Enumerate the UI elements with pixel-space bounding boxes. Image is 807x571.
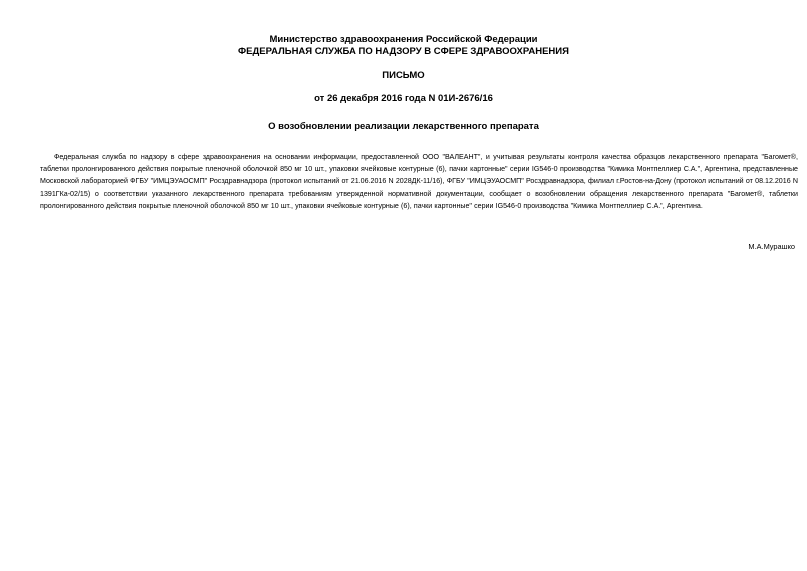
subject-heading: О возобновлении реализации лекарственного препарата xyxy=(268,121,539,132)
letter-body xyxy=(40,151,798,212)
date-number-heading: от 26 декабря 2016 года N 01И-2676/16 xyxy=(314,93,493,104)
document-type-heading: ПИСЬМО xyxy=(382,70,425,81)
service-heading: ФЕДЕРАЛЬНАЯ СЛУЖБА ПО НАДЗОРУ В СФЕРЕ ЗДРАВООХРАНЕНИЯ xyxy=(238,46,569,57)
ministry-heading: Министерство здравоохранения Российской Федерации xyxy=(269,34,538,45)
body-paragraph: Федеральная служба по надзору в сфере здравоохранения на основании информации, предоставленной ООО "ВАЛЕАНТ", и учитывая результаты контроля качества образцов лекарственного препарата "Багомет®, таблетки пролонгированного действия покрытые пленочной оболочкой 850 мг 10 шт., упаковки ячейковые контурные (6), пачки картонные" серии IG546-0 производства "Кимика Монтпеллиер С.А.", Аргентина, представленные Московской лабораторией ФГБУ "ИМЦЭУАОСМП" Росздравнадзора (протокол испытаний от 21.06.2016 N 2028ДК-11/16), ФГБУ "ИМЦЭУАОСМП" Росздравнадзора, филиал г.Ростов-на-Дону (протокол испытаний от 08.12.2016 N 1391ГКа-02/15) о соответствии указанного лекарственного препарата требованиям утвержденной нормативной документации, сообщает о возобновлении обращения лекарственного препарата "Багомет®, таблетки пролонгированного действия покрытые пленочной оболочкой 850 мг 10 шт., упаковки ячейковые контурные (6), пачки картонные" серии IG546-0 производства "Кимика Монтпеллиер С.А.", Аргентина. xyxy=(40,153,798,210)
signature-name: М.А.Мурашко xyxy=(748,242,795,251)
